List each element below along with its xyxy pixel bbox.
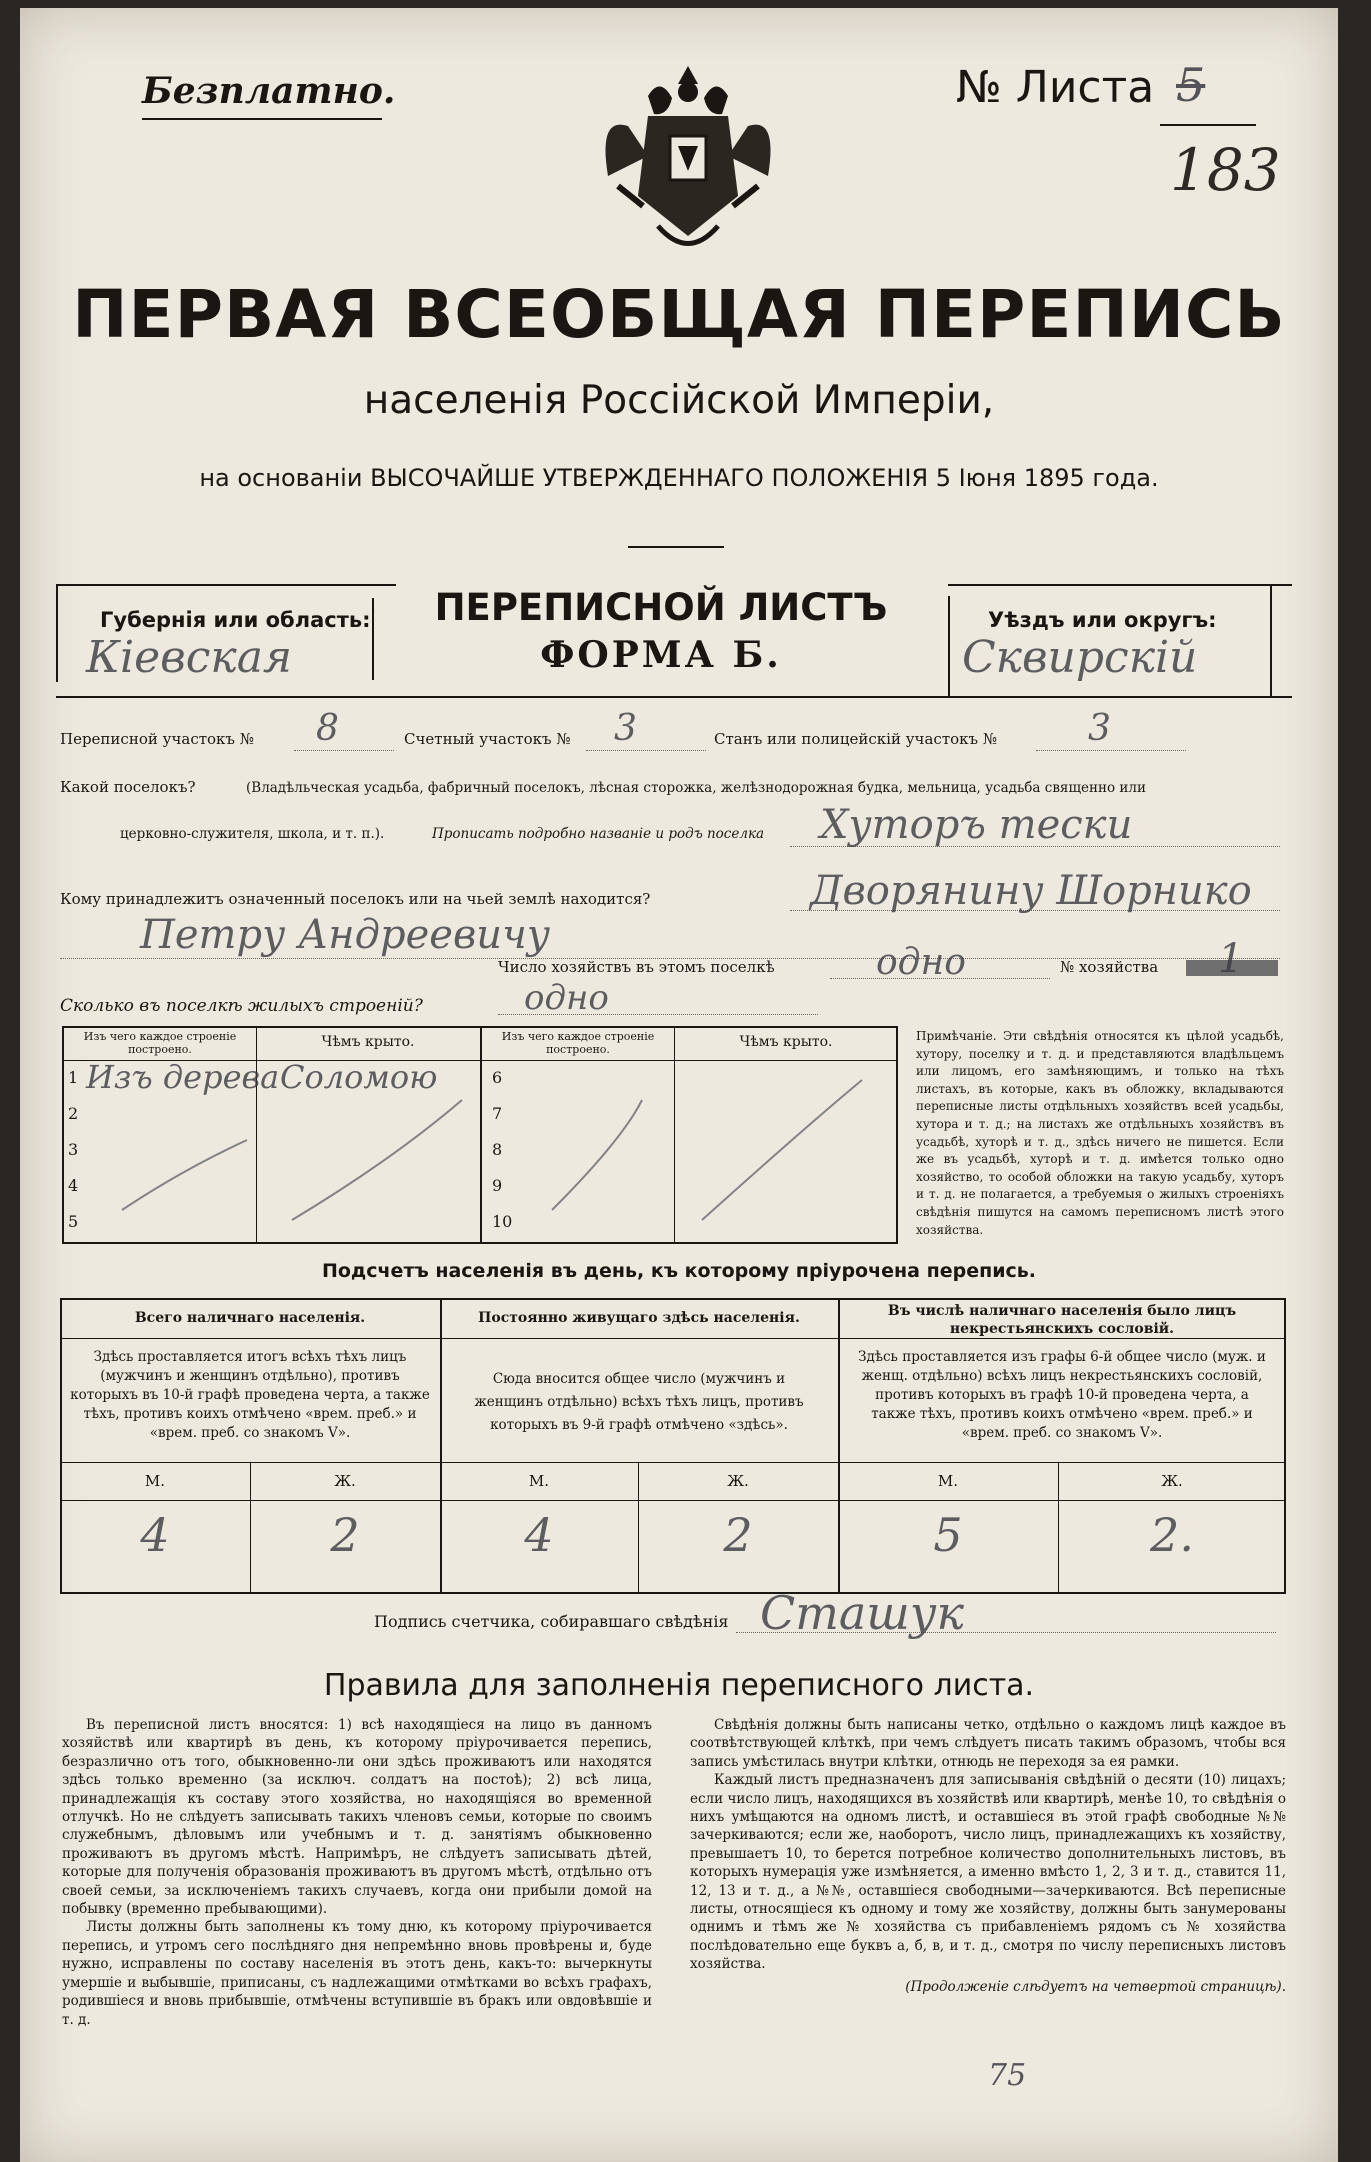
count-value: 5 bbox=[933, 1508, 963, 1562]
zh-label: Ж. bbox=[334, 1472, 356, 1490]
title-main: ПЕРВАЯ ВСЕОБЩАЯ ПЕРЕПИСЬ bbox=[72, 276, 1286, 353]
rules-right-p1: Свѣдѣнія должны быть написаны четко, отдѣльно о каждомъ лицѣ каждое въ соотвѣтствующей клѣткѣ, при чемъ слѣдуетъ писать такимъ образомъ, чтобы вся запись умѣстилась внутри клѣтки, отнюдь не переходя за ея рамки. bbox=[690, 1717, 1286, 1770]
row-num: 8 bbox=[492, 1140, 503, 1159]
rules-left bbox=[62, 1716, 652, 2029]
sheet-title: ПЕРЕПИСНОЙ ЛИСТЪ bbox=[434, 586, 888, 629]
signature-label: Подпись счетчика, собиравшаго свѣдѣнія bbox=[374, 1612, 729, 1631]
zh-label: Ж. bbox=[727, 1472, 749, 1490]
row-num: 4 bbox=[68, 1176, 79, 1195]
title-divider bbox=[628, 546, 724, 548]
settlement-hint-1: (Владѣльческая усадьба, фабричный поселокъ, лѣсная сторожка, желѣзнодорожная будка, мельница, усадьба священно или bbox=[246, 780, 1146, 796]
province-label: Губернія или область: bbox=[100, 608, 371, 632]
census-district-value: 8 bbox=[316, 708, 339, 749]
rules-right-p2: Каждый листъ предназначенъ для записыванія свѣдѣній о десяти (10) лицахъ; если число лицъ, находящихся въ хозяйствѣ или квартирѣ, менѣе 10, то свѣдѣнія о нихъ умѣщаются на одномъ листѣ, и оставшіеся въ этой графѣ свободные №№ зачеркиваются; если же, наоборотъ, число лицъ, принадлежащихъ къ хозяйству, превышаетъ 10, то берется потребное количество дополнительныхъ листовъ, въ которыхъ нумерація уже измѣняется, а именно вмѣсто 1, 2, 3 и т. д., ставится 11, 12, 13 и т. д., а №№, оставшіеся свободными—зачеркиваются. Всѣ переписные листы, относящіеся къ одному и тому же хозяйству, должны быть занумерованы однимъ и тѣмъ же № хозяйства съ прибавленіемъ рядомъ съ № хозяйства послѣдовательно еще буквъ а, б, в, и т. д., смотря по числу переписныхъ листовъ хозяйства. bbox=[690, 1772, 1286, 1973]
count-col3-title: Въ числѣ наличнаго населенія было лицъ некрестьянскихъ сословій. bbox=[887, 1303, 1237, 1337]
count-value: 2 bbox=[723, 1508, 753, 1562]
count-col2-text: Сюда вносится общее число (мужчинъ и женщинъ отдѣльно) всѣхъ тѣхъ лицъ, противъ которыхъ въ 9-й графѣ отмѣчено «здѣсь». bbox=[474, 1371, 804, 1433]
owner-value-2: Петру Андреевичу bbox=[140, 912, 551, 958]
m-label: М. bbox=[144, 1472, 166, 1490]
census-sheet bbox=[20, 8, 1338, 2162]
col-roof-right: Чѣмъ крыто. bbox=[739, 1034, 833, 1050]
settlement-label: Какой поселокъ? bbox=[60, 778, 196, 796]
count-col1-text: Здѣсь проставляется итогъ всѣхъ тѣхъ лицъ (мужчинъ и женщинъ отдѣльно), противъ которыхъ въ 10-й графѣ проведена черта, а также тѣхъ, противъ коихъ отмѣчено «врем. преб.» и «врем. преб. со знакомъ V». bbox=[70, 1349, 430, 1441]
count-district-value: 3 bbox=[614, 708, 637, 749]
sheet-no-label: № Листа bbox=[956, 62, 1155, 113]
buildings-value: одно bbox=[524, 978, 609, 1018]
count-col2-title: Постоянно живущаго здѣсь населенія. bbox=[478, 1310, 800, 1326]
count-title: Подсчетъ населенія въ день, къ которому пріурочена перепись. bbox=[321, 1260, 1037, 1282]
row-num: 6 bbox=[492, 1068, 503, 1087]
row-num: 3 bbox=[68, 1140, 79, 1159]
signature-value: Сташук bbox=[760, 1586, 964, 1640]
free-label: Безплатно. bbox=[142, 70, 396, 112]
rules-title: Правила для заполненія переписного листа. bbox=[323, 1668, 1035, 1703]
row-num: 5 bbox=[68, 1212, 79, 1231]
col-material-left: Изъ чего каждое строеніе построено. bbox=[83, 1030, 237, 1056]
row1-material: Изъ дерева bbox=[86, 1058, 280, 1096]
row-num: 7 bbox=[492, 1104, 503, 1123]
households-value: одно bbox=[876, 942, 966, 983]
census-district-label: Переписной участокъ № bbox=[60, 730, 254, 748]
buildings-label: Сколько въ поселкѣ жилыхъ строеній? bbox=[60, 996, 423, 1016]
count-col1-title: Всего наличнаго населенія. bbox=[134, 1310, 366, 1326]
form-label: ФОРМА Б. bbox=[540, 634, 782, 676]
row-num: 9 bbox=[492, 1176, 503, 1195]
settlement-hint-2: церковно-служителя, школа, и т. п.). bbox=[120, 826, 385, 842]
rules-continued: (Продолженіе слѣдуетъ на четвертой страницѣ). bbox=[905, 1978, 1286, 1995]
owner-label: Кому принадлежитъ означенный поселокъ или на чьей землѣ находится? bbox=[60, 890, 651, 908]
note-text: Примѣчаніе. Эти свѣдѣнія относятся къ цѣлой усадьбѣ, хутору, поселку и т. д. и представляются владѣльцемъ или лицомъ, его замѣняющимъ, и только на тѣхъ листахъ, въ которые, какъ въ обложку, вкладываются переписные листы отдѣльныхъ хозяйствъ всей усадьбы, хутора и т. д.; на листахъ же отдѣльныхъ хозяйствъ въ усадьбѣ, хуторѣ и т. д., здѣсь ничего не пишется. Если же въ усадьбѣ, хуторѣ и т. д. имѣется только одно хозяйство, то особой обложки на такую усадьбу, хуторъ и т. д. не полагается, а требуемыя о жилыхъ строеніяхъ свѣдѣнія пишутся на самомъ переписномъ листѣ этого хозяйства. bbox=[916, 1029, 1284, 1237]
imperial-eagle-emblem bbox=[588, 56, 788, 266]
count-col3-text: Здѣсь проставляется изъ графы 6-й общее число (муж. и женщ. отдѣльно) всѣхъ лицъ некрестьянскихъ сословій, противъ которыхъ въ графѣ 10-й проведена черта, а также тѣхъ, противъ коихъ отмѣчено «врем. преб.» и «врем. преб. со знакомъ V». bbox=[858, 1349, 1266, 1441]
household-no-label: № хозяйства bbox=[1060, 958, 1159, 976]
owner-value-1: Дворянину Шорнико bbox=[810, 868, 1252, 914]
free-underline bbox=[142, 118, 382, 120]
sheet-no-hand: 183 bbox=[1170, 136, 1281, 204]
sheet-no-struck: 5 bbox=[1176, 58, 1206, 112]
page-mark: 75 bbox=[988, 2058, 1027, 2093]
col-roof-left: Чѣмъ крыто. bbox=[321, 1034, 415, 1050]
district-value: Сквирскій bbox=[962, 632, 1198, 683]
province-value: Кіевская bbox=[86, 632, 293, 683]
row-num: 10 bbox=[492, 1212, 513, 1231]
police-district-value: 3 bbox=[1088, 708, 1111, 749]
row-num: 2 bbox=[68, 1104, 79, 1123]
households-label: Число хозяйствъ въ этомъ поселкѣ bbox=[498, 958, 775, 976]
count-value: 2. bbox=[1150, 1508, 1194, 1562]
police-district-label: Станъ или полицейскій участокъ № bbox=[714, 730, 998, 748]
zh-label: Ж. bbox=[1161, 1472, 1183, 1490]
count-value: 2 bbox=[330, 1508, 360, 1562]
rules-left-p2: Листы должны быть заполнены къ тому дню, къ которому пріурочивается перепись, и утромъ сего послѣдняго дня непремѣнно вновь провѣрены и, буде нужно, исправлены по составу населенія въ этотъ день, какъ-то: вычеркнуты умершіе и выбывшіе, приписаны, съ надлежащими отмѣтками во всѣхъ графахъ, родившіеся и вновь прибывшіе, отмѣчены вступившіе въ бракъ или овдовѣвшіе и т. д. bbox=[62, 1919, 652, 2028]
settlement-hint-3: Прописать подробно названіе и родъ поселка bbox=[432, 826, 765, 842]
count-value: 4 bbox=[524, 1508, 554, 1562]
settlement-value: Хуторъ тески bbox=[820, 802, 1133, 848]
count-value: 4 bbox=[140, 1508, 170, 1562]
sheet-no-underline bbox=[1160, 124, 1256, 126]
row1-roof: Соломою bbox=[280, 1058, 438, 1096]
rules-right bbox=[690, 1716, 1286, 1996]
district-label: Уѣздъ или округъ: bbox=[988, 608, 1217, 632]
count-district-label: Счетный участокъ № bbox=[404, 730, 571, 748]
household-no-value: 1 bbox=[1218, 936, 1244, 982]
row-num: 1 bbox=[68, 1068, 79, 1087]
col-material-right: Изъ чего каждое строеніе построено. bbox=[501, 1030, 655, 1056]
m-label: М. bbox=[528, 1472, 550, 1490]
m-label: М. bbox=[937, 1472, 959, 1490]
cancel-strokes bbox=[62, 1060, 898, 1244]
rules-left-p1: Въ переписной листъ вносятся: 1) всѣ находящіеся на лицо въ данномъ хозяйствѣ или квартирѣ въ день, къ которому пріурочивается перепись, безразлично отъ того, обыкновенно-ли они здѣсь проживаютъ или находятся здѣсь только временно (за исключ. солдатъ на постоѣ); 2) всѣ лица, принадлежащія къ составу этого хозяйства, но находящіяся во временной отлучкѣ. Но не слѣдуетъ записывать такихъ членовъ семьи, которые по своимъ служебнымъ, дѣловымъ или учебнымъ и т. д. занятіямъ обыкновенно проживаютъ въ другомъ мѣстѣ. Напримѣръ, не слѣдуетъ записывать дѣтей, которые для полученія образованія проживаютъ въ другомъ мѣстѣ, отдѣльно отъ своей семьи, за исключеніемъ такихъ случаевъ, когда они прибыли домой на побывку (временно пребывающими). bbox=[62, 1717, 652, 1918]
title-sub: населенія Россійской Имперіи, bbox=[363, 378, 995, 423]
title-basis: на основаніи ВЫСОЧАЙШЕ УТВЕРЖДЕННАГО ПОЛОЖЕНІЯ 5 Іюня 1895 года. bbox=[199, 464, 1159, 492]
